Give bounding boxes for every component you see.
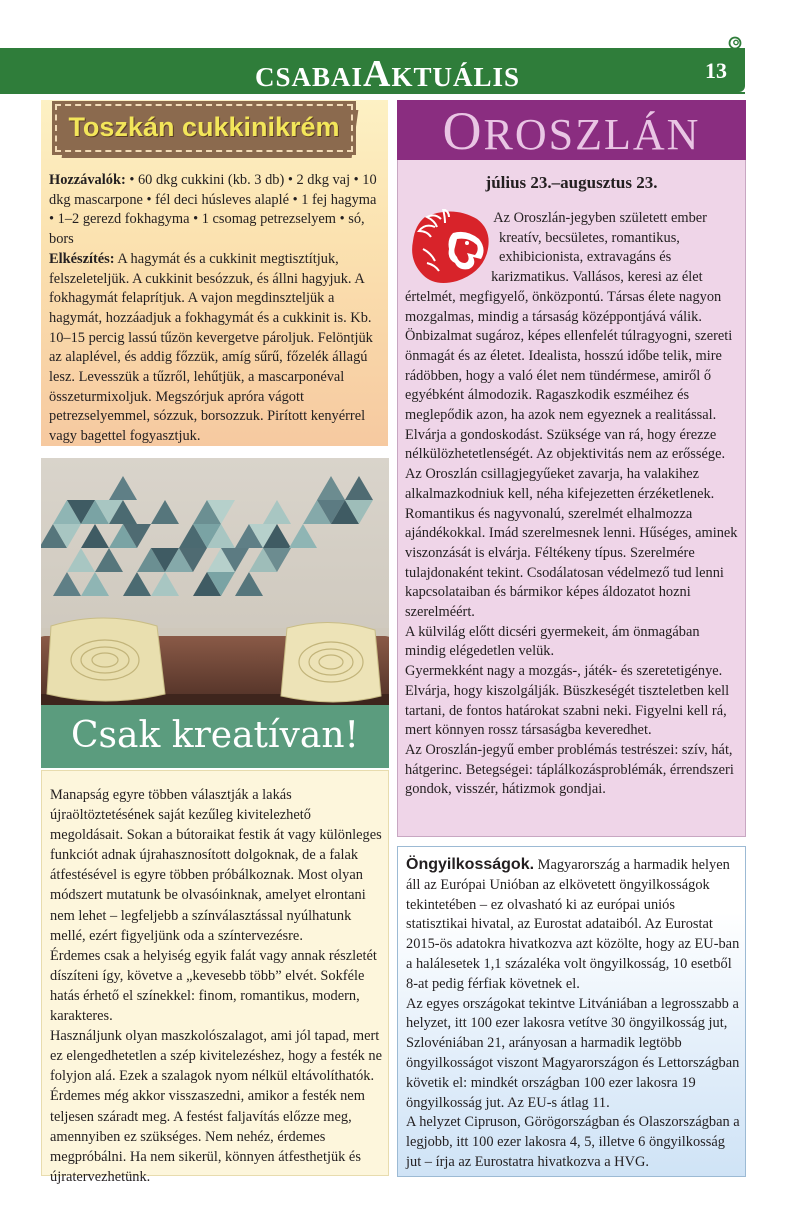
zodiac-paragraph: Az Oroszlán csillagjegyűeket zavarja, ha valakihez alkalmazkodniuk kell, néha kifejezetten érzéketlenek. Romantikus és nagyvonalú, szerelmét elhalmozza ajándékokkal. Imád szerelmesnek lenni. Hűséges, aminek viszonzását is elvárja. Féltékeny típus. Szerelmére tulajdonaként tekint. Csodálatosan védelmező tud lenni kapcsolataiban és bármikor képes áldozatot hozni szerelméért. (405, 466, 738, 621)
recipe-banner (55, 104, 360, 158)
suicide-text (406, 855, 740, 1173)
lion-head-icon (405, 209, 497, 285)
zodiac-dates: július 23.–augusztus 23. (485, 173, 658, 192)
masthead-part1: CSABAI (255, 62, 364, 92)
masthead-title (255, 54, 520, 102)
zodiac-title (397, 103, 746, 163)
zodiac-title-rest: ROSZLÁN (483, 110, 701, 159)
creative-paragraph: Érdemes csak a helyiség egyik falát vagy annak részletét díszíteni így, követve a „kevesebb több” elvét. Sokféle hatás érhető el színekkel: finom, romantikus, modern, karakteres. (50, 947, 377, 1025)
zodiac-paragraph: Az Oroszlán-jegyben született ember kreatív, becsületes, romantikus, exhibicionista, extravagáns és karizmatikus. Vallásos, keresi az élet értelmét, megfigyelő, önközpontú. Társas élete nagyon mozgalmas, mindig a társaság középpontjává válik. Önbizalmat sugároz, képes ellenfelét túlragyogni, szereti önmagát és az életet. Idealista, hosszú időbe telik, mire rádöbben, hogy a való élet nem tündérmese, amiről ő egyébként álmodozik. Ragaszkodik eszméihez és meglepődik azon, ha azok nem egyeznek a realitással. Elvárja a gondoskodást. Szüksége van rá, hogy érezze nélkülözhetetlenségét. Az objektivitás nem az erőssége. (405, 210, 733, 463)
recipe-title: Toszkán cukkinikrém (68, 112, 340, 142)
suicide-paragraph: Az egyes országokat tekintve Litvániában a legrosszabb a helyzet, itt 100 ezer lakosra vetítve 30 öngyilkosság jut, Szlovéniában 21, arányosan a harmadik legtöbb öngyilkosságot viszont Magyarországon és Lettországban követik el: mindkét országban 100 ezer lakosra 19 öngyilkosság jut. Az EU-s átlag 11. (406, 995, 740, 1111)
ingredients-label: Hozzávalók: (49, 172, 126, 188)
method-text: A hagymát és a cukkinit megtisztítjuk, felszeleteljük. A cukkinit besózzuk, és állni hagyjuk. A fokhagymát felaprítjuk. A vajon megdinszteljük a hagymát, hozzáadjuk a fokhagymát és a cukkinit is. Kb. 10–15 percig lassú tűzön kevergetve pároljuk. Felöntjük az alaplével, és addig főzzük, amíg sűrű, főzelék állagú lesz. Levesszük a tűzről, lehűtjük, a mascarponéval összeturmixoljuk. Megszórjuk apróra vágott petrezselyemmel, sózzuk, borsozzuk. Pirított kenyérrel vagy bagettel fogyasztjuk. (49, 250, 373, 445)
swirl-icon (728, 36, 742, 50)
masthead-part3: KTUÁLIS (391, 62, 521, 92)
suicide-lead: Öngyilkosságok. (406, 856, 535, 873)
creative-text (50, 785, 384, 1187)
zodiac-paragraph: Az Oroszlán-jegyű ember problémás testrészei: szív, hát, hátgerinc. Betegségei: táplálkozásproblémák, érrendszeri gondok, visszér, hátizmok gondjai. (405, 741, 734, 798)
creative-title: Csak kreatívan! (71, 715, 359, 756)
suicide-paragraph: A helyzet Cipruson, Görögországban és Olaszországban a legjobb, itt 100 ezer lakosra 4, 5, illetve 6 öngyilkosság jut – írja az Eurostatra hivatkozva a HVG. (406, 1114, 740, 1170)
creative-paragraph: Használjunk olyan maszkolószalagot, ami jól tapad, mert ez elengedhetetlen a szép kivitelezéshez, hogy a festék ne folyjon alá. Ezek a szalagok nyom nélkül eltávolíthatók. Érdemes még akkor visszaszedni, amikor a festék nem teljesen száradt meg. A festést faljavítás előzze meg, amennyiben ez szükséges. Nem nehéz, érdemes megpróbálni. Ha nem sikerül, könnyen átfesthetjük és újratervezhetünk. (50, 1028, 383, 1185)
ingredients-text: • 60 dkg cukkini (kb. 3 db) • 2 dkg vaj • 10 dkg mascarpone • fél deci húsleves alaplé • 1 fej hagyma • 1–2 gerezd fokhagyma • 1 csomag petrezselyem • só, bors (49, 172, 377, 248)
page-number: 13 (705, 58, 727, 83)
zodiac-title-initial: O (442, 101, 484, 161)
zodiac-paragraph: A külvilág előtt dicséri gyermekeit, ám önmagában mindig elégedetlen velük. (405, 623, 700, 660)
suicide-paragraph-first: Magyarország a harmadik helyen áll az Európai Unióban az elkövetett öngyilkosságok tekintetében – ez olvasható ki az európai uniós statisztikai hivatal, az Eurostat adataiból. Az Eurostat 2015-ös adatokra hivatkozva azt közölte, hogy az EU-ban a halálesetek 1,1 százaléka volt öngyilkosság, 10 esetből 8-at pedig férfiak követnek el. (406, 857, 740, 992)
method-label: Elkészítés: (49, 250, 115, 267)
suicide-paragraph (406, 855, 740, 995)
zodiac-text (405, 209, 739, 800)
recipe-text (49, 171, 384, 447)
masthead-part2: A (363, 53, 392, 95)
zodiac-paragraph: Gyermekként nagy a mozgás-, játék- és szeretetigénye. Elvárja, hogy kiszolgálják. Büszkeségét tiszteletben kell tartani, de fontos határokat szabni neki. Figyelni kell rá, mert könnyen rossz társaságba keveredhet. (405, 663, 730, 739)
creative-paragraph: Manapság egyre többen választják a lakás újraöltöztetésének saját kezűleg kivitelezhető megoldásait. Sokan a bútoraikat festik át vagy különleges funkciót adnak újrahasznosított dolgoknak, de a falak átfestésével is egyre többen próbálkoznak. Most olyan módszert mutatunk be olvasóinknak, amelyet elrontani nem lehet – legfeljebb a színválasztással nyúlhatunk mellé, ezért figyeljünk oda a színtervezésre. (50, 787, 382, 944)
